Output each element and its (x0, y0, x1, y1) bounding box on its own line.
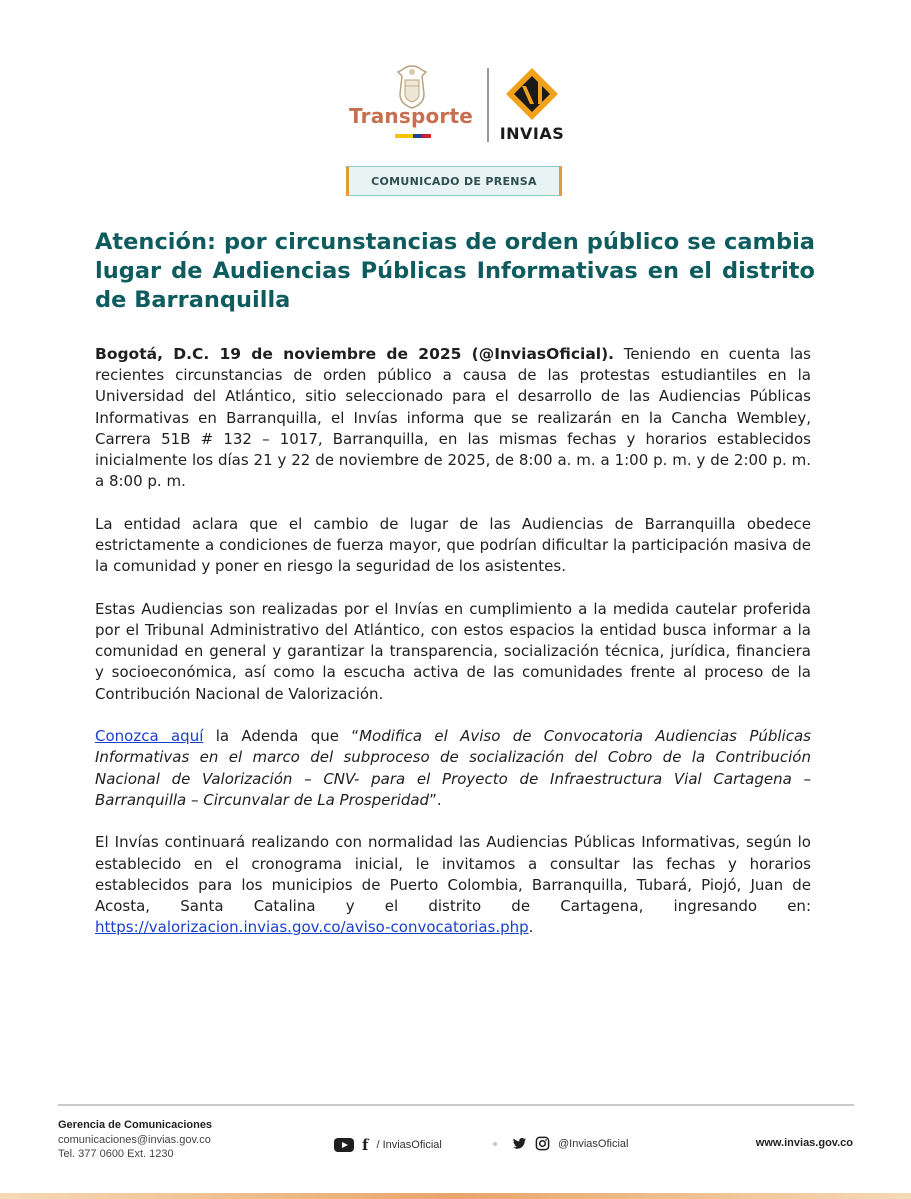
social-handle-1: / InviasOficial (376, 1139, 442, 1151)
paragraph-5-text: El Invías continuará realizando con normalidad las Audiencias Públicas Informativas, según lo establecido en el cronograma inicial, le invitamos a consultar las fechas y horarios establecidos para los municipios de Puerto Colombia, Barranquilla, Tubará, Piojó, Juan de Acosta, Santa Catalina y el distrito de Cartagena, ingresando en: (95, 833, 811, 916)
footer-department: Gerencia de Comunicaciones (58, 1119, 213, 1131)
logo-divider (487, 68, 489, 142)
agency-name: INVIAS (499, 124, 565, 143)
paragraph-3: Estas Audiencias son realizadas por el Invías en cumplimiento a la medida cautelar proferida por el Tribunal Administrativo del Atlántico, con estos espacios la entidad busca informar a la comunidad en general y garantizar la transparencia, socialización técnica, jurídica, financiera y socioeconómica, así como la escucha activa de las comunidades frente al proceso de la Contribución Nacional de Valorización. (95, 599, 811, 703)
footer-phone: Tel. 377 0600 Ext. 1230 (58, 1148, 174, 1160)
paragraph-5-end: . (528, 918, 534, 937)
addendum-link[interactable]: Conozca aquí (95, 727, 204, 746)
press-release-label: COMUNICADO DE PRENSA (371, 174, 537, 188)
instagram-icon[interactable] (535, 1136, 550, 1151)
twitter-icon[interactable] (512, 1136, 527, 1151)
colombia-flag-bar (395, 134, 431, 138)
footer-divider (58, 1104, 854, 1106)
paragraph-2: La entidad aclara que el cambio de lugar de las Audiencias de Barranquilla obedece estrictamente a condiciones de fuerza mayor, que podrían dificultar la participación masiva de la comunidad y poner en riesgo la seguridad de los asistentes. (95, 514, 811, 576)
footer-contact (58, 1118, 212, 1161)
invias-logo-icon (504, 66, 560, 122)
paragraph-1-text: Teniendo en cuenta las recientes circunstancias de orden público a causa de las protestas estudiantiles en la Universidad del Atlántico, sitio seleccionado para el desarrollo de las Audiencias Públicas Informativas en Barranquilla, el Invías informa que se realizarán en la Cancha Wembley, Carrera 51B # 132 – 1017, Barranquilla, en las mismas fechas y horarios establecidos inicialmente los días 21 y 22 de noviembre de 2025, de 8:00 a. m. a 1:00 p. m. y de 2:00 p. m. a 8:00 p. m. (95, 345, 811, 491)
paragraph-4-text: la Adenda que “ (203, 727, 360, 746)
valorizacion-link[interactable]: https://valorizacion.invias.gov.co/aviso-convocatorias.php (95, 918, 529, 937)
footer-email: comunicaciones@invias.gov.co (58, 1134, 211, 1146)
facebook-icon[interactable]: f (362, 1136, 369, 1154)
bottom-accent-stripe (0, 1193, 911, 1199)
addendum-quote: Modifica el Aviso de Convocatoria Audiencias Públicas Informativas en el marco del subproceso de socialización del Cobro de la Contribución Nacional de Valorización – CNV- para el Proyecto de Infraestructura Vial Cartagena – Barranquilla – Circunvalar de La Prosperidad (95, 727, 811, 809)
social-group-1 (334, 1136, 442, 1154)
social-handle-2: @InviasOficial (558, 1137, 629, 1150)
social-group-2 (512, 1136, 628, 1151)
paragraph-4-end: ”. (429, 790, 442, 809)
letterhead (0, 0, 911, 210)
paragraph-4 (95, 726, 811, 811)
footer-separator-dot (493, 1142, 497, 1146)
dateline: Bogotá, D.C. 19 de noviembre de 2025 (@InviasOficial). (95, 345, 615, 363)
youtube-icon[interactable] (334, 1138, 354, 1152)
press-release-banner (346, 166, 562, 196)
article-title: Atención: por circunstancias de orden público se cambia lugar de Audiencias Públicas Informativas en el distrito de Barranquilla (95, 229, 815, 313)
paragraph-1 (95, 344, 811, 492)
footer-website[interactable]: www.invias.gov.co (755, 1137, 853, 1149)
ministry-name: Transporte (349, 104, 473, 128)
article-body (95, 344, 811, 960)
paragraph-5 (95, 832, 811, 938)
